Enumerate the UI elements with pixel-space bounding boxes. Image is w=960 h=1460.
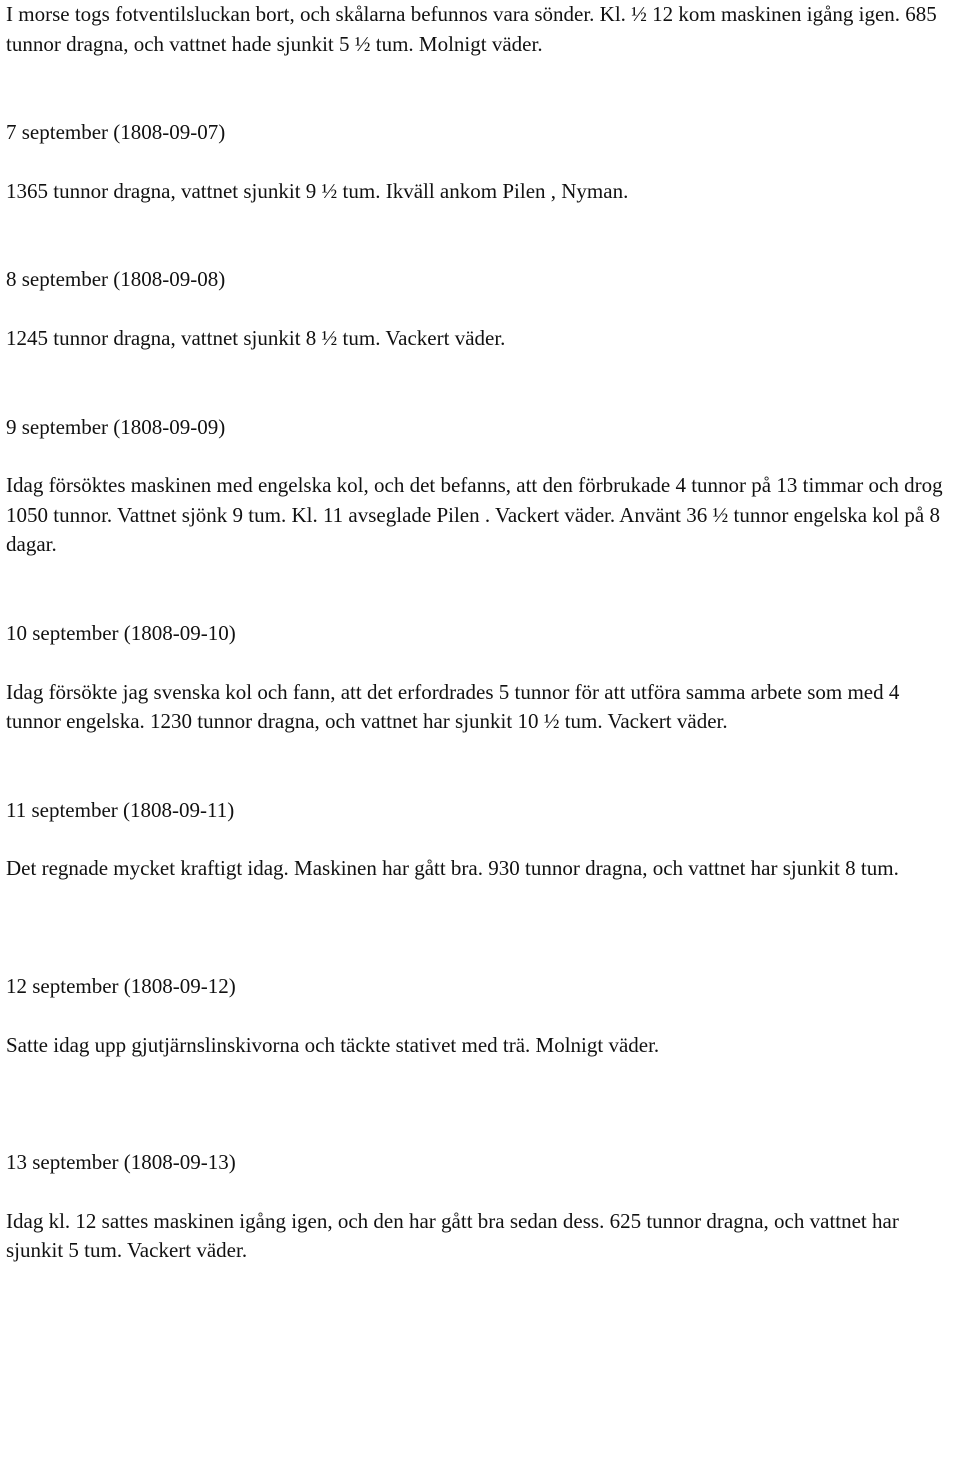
intro-paragraph: I morse togs fotventilsluckan bort, och skålarna befunnos vara sönder. Kl. ½ 12 kom maskinen igång igen. 685 tunnor dragna, och vattnet hade sjunkit 5 ½ tum. Molnigt väder. xyxy=(6,2,937,56)
entry-date-0913: 13 september (1808-09-13) xyxy=(6,1150,236,1175)
entry-date-0911: 11 september (1808-09-11) xyxy=(6,797,235,822)
document-page xyxy=(6,0,956,1266)
entry-text-0907: 1365 tunnor dragna, vattnet sjunkit 9 ½ tum. Ikväll ankom Pilen , Nyman. xyxy=(6,178,629,203)
entry-text-0910: Idag försökte jag svenska kol och fann, att det erfordrades 5 tunnor för att utföra samma arbete som med 4 tunnor engelska. 1230 tunnor dragna, och vattnet har sjunkit 10 ½ tum. Vackert väder. xyxy=(6,679,900,734)
entry-text-0912: Satte idag upp gjutjärnslinskivorna och täckte stativet med trä. Molnigt väder. xyxy=(6,1032,660,1057)
entry-date-0909: 9 september (1808-09-09) xyxy=(6,414,226,439)
entry-date-0912: 12 september (1808-09-12) xyxy=(6,973,236,998)
entry-text-0909: Idag försöktes maskinen med engelska kol, och det befanns, att den förbrukade 4 tunnor på 13 timmar och drog 1050 tunnor. Vattnet sjönk 9 tum. Kl. 11 avseglade Pilen . Vackert väder. Använt 36 ½ tunnor engelska kol på 8 dagar. xyxy=(6,473,943,557)
entry-date-0907: 7 september (1808-09-07) xyxy=(6,120,226,145)
entry-text-0913: Idag kl. 12 sattes maskinen igång igen, och den har gått bra sedan dess. 625 tunnor dragna, och vattnet har sjunkit 5 tum. Vackert väder. xyxy=(6,1208,899,1263)
entry-text-0908: 1245 tunnor dragna, vattnet sjunkit 8 ½ tum. Vackert väder. xyxy=(6,325,506,350)
entry-date-0910: 10 september (1808-09-10) xyxy=(6,620,236,645)
entry-text-0911: Det regnade mycket kraftigt idag. Maskinen har gått bra. 930 tunnor dragna, och vattnet har sjunkit 8 tum. xyxy=(6,856,899,881)
entry-date-0908: 8 september (1808-09-08) xyxy=(6,267,226,292)
